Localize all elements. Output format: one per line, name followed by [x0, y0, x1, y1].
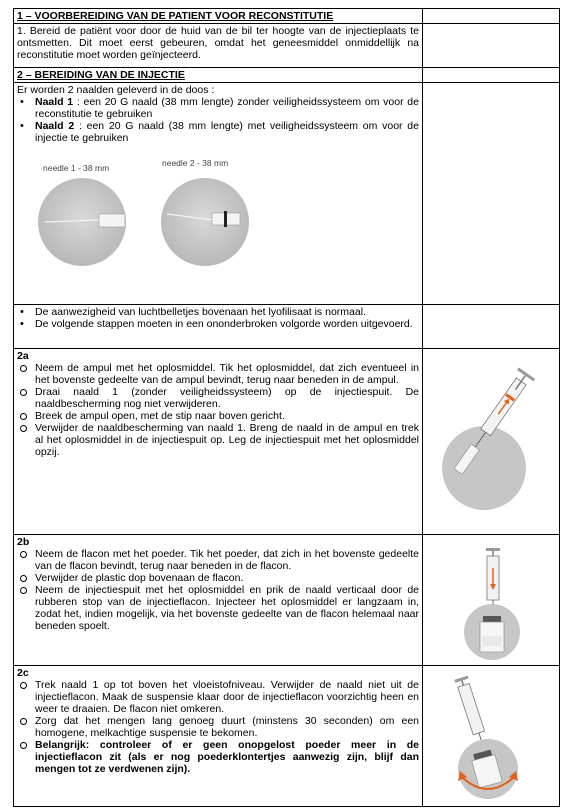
needles-illustration [17, 152, 277, 272]
step2c-item: Zorg dat het mengen lang genoeg duurt (minstens 30 seconden) om een homogene, melkachtige suspensie te bekomen. [17, 715, 419, 739]
step2b-item: Verwijder de plastic dop bovenaan de flacon. [17, 572, 419, 584]
step2a-item: Breek de ampul open, met de stip naar boven gericht. [17, 410, 419, 422]
needle2-label: Naald 2 [35, 120, 75, 132]
important-label: Belangrijk: [35, 739, 90, 751]
step2c-item: Trek naald 1 op tot boven het vloeistofniveau. Verwijder de naald niet uit de injectieflacon. Maak de suspensie klaar door de injectieflacon voorzichtig heen en weer te draaien. De flacon niet omkeren. [17, 679, 419, 715]
step2a-figure-cell [423, 349, 560, 535]
step2c-cell [14, 666, 423, 807]
step2a-item: Verwijder de naaldbescherming van naald 1. Breng de naald in de ampul en trek al het oplosmiddel in de injectiespuit op. Leg de injectiespuit met het oplosmiddel opzij. [17, 422, 419, 458]
needle1-item [17, 96, 419, 120]
section1-text: 1. Bereid de patiënt voor door de huid van de bil ter hoogte van de injectieplaats te ontsmetten. Dit moet eerst gebeuren, omdat het geneesmiddel onmiddellijk na reconstitutie moet worden geïnjecteerd. [14, 24, 423, 68]
section2-intro: Er worden 2 naalden geleverd in de doos : [17, 84, 215, 96]
step2b-cell [14, 535, 423, 666]
needle2-fig-label: needle 2 - 38 mm [162, 158, 229, 168]
notes-row [14, 305, 560, 349]
section2-body [14, 83, 423, 305]
needle1-fig-label: needle 1 - 38 mm [43, 163, 110, 173]
needle-figure [17, 152, 419, 270]
step2b-number: 2b [17, 536, 30, 548]
step2b-row [14, 535, 560, 666]
section2-heading-cell [14, 68, 423, 83]
step2a-cell [14, 349, 423, 535]
step2a-number: 2a [17, 350, 29, 362]
empty-cell [423, 9, 560, 24]
mixing-illustration [426, 667, 548, 802]
section2-heading: 2 – BEREIDING VAN DE INJECTIE [17, 69, 185, 81]
notes-cell [14, 305, 423, 349]
step2a-item: Neem de ampul met het oplosmiddel. Tik het oplosmiddel, dat zich eventueel in het bovenste gedeelte van de ampul bevindt, terug naar beneden in de ampul. [17, 362, 419, 386]
note-item: • De volgende stappen moeten in een ononderbroken volgorde worden uitgevoerd. [17, 318, 419, 330]
section1-heading-cell [14, 9, 423, 24]
section2-body-row [14, 83, 560, 305]
important-text: controleer of er geen onopgelost poeder meer in de injectieflacon zit (als er nog poederklontertjes aanwezig zijn, blijf dan mengen tot ze verdwenen zijn). [35, 739, 420, 775]
section1-text-row [14, 24, 560, 68]
step2b-list [17, 548, 419, 632]
needle1-circle-icon [38, 178, 126, 266]
note-item: • De aanwezigheid van luchtbelletjes bovenaan het lyofilisaat is normaal. [17, 306, 419, 318]
step2c-important-item [17, 739, 419, 775]
section2-heading-row [14, 68, 560, 83]
step2a-row [14, 349, 560, 535]
section1-heading-row [14, 9, 560, 24]
vial-icon [480, 616, 504, 652]
notes-list [17, 306, 419, 330]
needle2-item [17, 120, 419, 144]
step2c-list [17, 679, 419, 775]
step2b-figure-cell [423, 535, 560, 666]
needle1-text: : een 20 G naald (38 mm lengte) zonder veiligheidssysteem om voor de reconstitutie te gebruiken [35, 96, 419, 120]
needle-list [17, 96, 419, 144]
needle2-text: : een 20 G naald (38 mm lengte) met veiligheidssysteem om voor de injectie te gebruiken [35, 120, 419, 144]
section1-heading: 1 – VOORBEREIDING VAN DE PATIENT VOOR RECONSTITUTIE [17, 10, 334, 22]
step2b-item: Neem de injectiespuit met het oplosmiddel en prik de naald verticaal door de rubberen stop van de injectieflacon. Injecteer het oplosmiddel er langzaam in, zodat het, indien mogelijk, via het bovenste gedeelte van de flacon helemaal naar beneden spoelt. [17, 584, 419, 632]
step2b-item: Neem de flacon met het poeder. Tik het poeder, dat zich in het bovenste gedeelte van de flacon bevindt, terug naar beneden in de flacon. [17, 548, 419, 572]
needle1-label: Naald 1 [35, 96, 74, 108]
step2c-number: 2c [17, 667, 29, 679]
empty-cell [423, 83, 560, 305]
step2a-item: Draai naald 1 (zonder veiligheidssysteem) op de injectiespuit. De naaldbescherming nog niet verwijderen. [17, 386, 419, 410]
step2c-row [14, 666, 560, 807]
step2c-figure-cell [423, 666, 560, 807]
instruction-table [13, 8, 560, 807]
syringe-ampoule-illustration [426, 350, 548, 525]
empty-cell [423, 24, 560, 68]
step2a-list [17, 362, 419, 458]
empty-cell [423, 68, 560, 83]
empty-cell [423, 305, 560, 349]
needle2-circle-icon [161, 178, 249, 266]
syringe-vial-illustration [426, 536, 548, 661]
